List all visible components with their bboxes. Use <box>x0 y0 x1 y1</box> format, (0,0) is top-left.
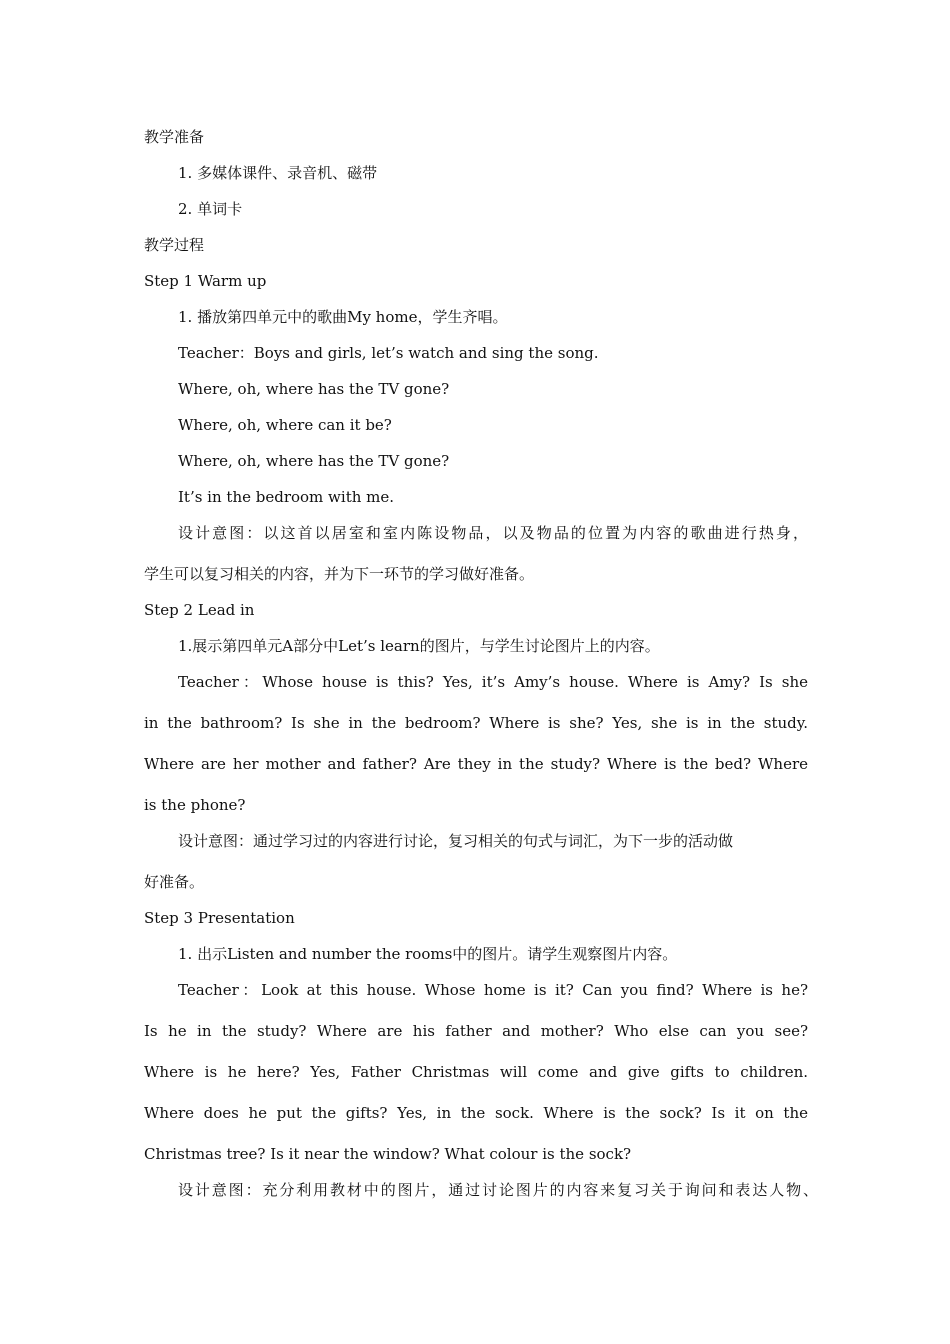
step3-teacher-line4: Where does he put the gifts? Yes, in the sock. Where is the sock? Is it on the <box>144 1104 808 1122</box>
step2-teacher-line1: Teacher：Whose house is this? Yes, it’s Amy’s house. Where is Amy? Is she <box>178 673 808 691</box>
step3-item1: 1. 出示Listen and number the rooms中的图片。请学生观察图片内容。 <box>178 945 678 963</box>
step1-teacher: Teacher：Boys and girls, let’s watch and sing the song. <box>178 344 599 362</box>
step2-teacher-line2: in the bathroom? Is she in the bedroom? Where is she? Yes, she is in the study. <box>144 714 808 732</box>
step1-intent-line1: 设计意图：以这首以居室和室内陈设物品，以及物品的位置为内容的歌曲进行热身， <box>178 524 808 542</box>
step3-title: Step 3 Presentation <box>144 909 295 927</box>
step2-intent-line1: 设计意图：通过学习过的内容进行讨论，复习相关的句式与词汇，为下一步的活动做 <box>178 832 734 850</box>
step2-teacher-line4: is the phone? <box>144 796 246 814</box>
step1-title: Step 1 Warm up <box>144 272 267 290</box>
step2-title: Step 2 Lead in <box>144 601 255 619</box>
step3-teacher-line3: Where is he here? Yes, Father Christmas will come and give gifts to children. <box>144 1063 808 1081</box>
step2-teacher-line3: Where are her mother and father? Are they in the study? Where is the bed? Where <box>144 755 808 773</box>
process-heading: 教学过程 <box>144 236 205 254</box>
step3-teacher-line5: Christmas tree? Is it near the window? What colour is the sock? <box>144 1145 632 1163</box>
step1-item1: 1. 播放第四单元中的歌曲My home，学生齐唱。 <box>178 308 508 326</box>
lyric-line-3: Where, oh, where has the TV gone? <box>178 452 450 470</box>
prep-item-1: 1. 多媒体课件、录音机、磁带 <box>178 164 378 182</box>
prep-item-2: 2. 单词卡 <box>178 200 243 218</box>
prep-heading: 教学准备 <box>144 128 205 146</box>
lyric-line-1: Where, oh, where has the TV gone? <box>178 380 450 398</box>
step3-teacher-line2: Is he in the study? Where are his father and mother? Who else can you see? <box>144 1022 808 1040</box>
step2-item1: 1.展示第四单元A部分中Let’s learn的图片，与学生讨论图片上的内容。 <box>178 637 660 655</box>
step3-teacher-line1: Teacher：Look at this house. Whose home is it? Can you find? Where is he? <box>178 981 808 999</box>
lyric-line-2: Where, oh, where can it be? <box>178 416 392 434</box>
lyric-line-4: It’s in the bedroom with me. <box>178 488 395 506</box>
step3-intent-line1: 设计意图：充分利用教材中的图片，通过讨论图片的内容来复习关于询问和表达人物、 <box>178 1181 818 1199</box>
step2-intent-line2: 好准备。 <box>144 873 205 891</box>
step1-intent-line2: 学生可以复习相关的内容，并为下一环节的学习做好准备。 <box>144 565 535 583</box>
